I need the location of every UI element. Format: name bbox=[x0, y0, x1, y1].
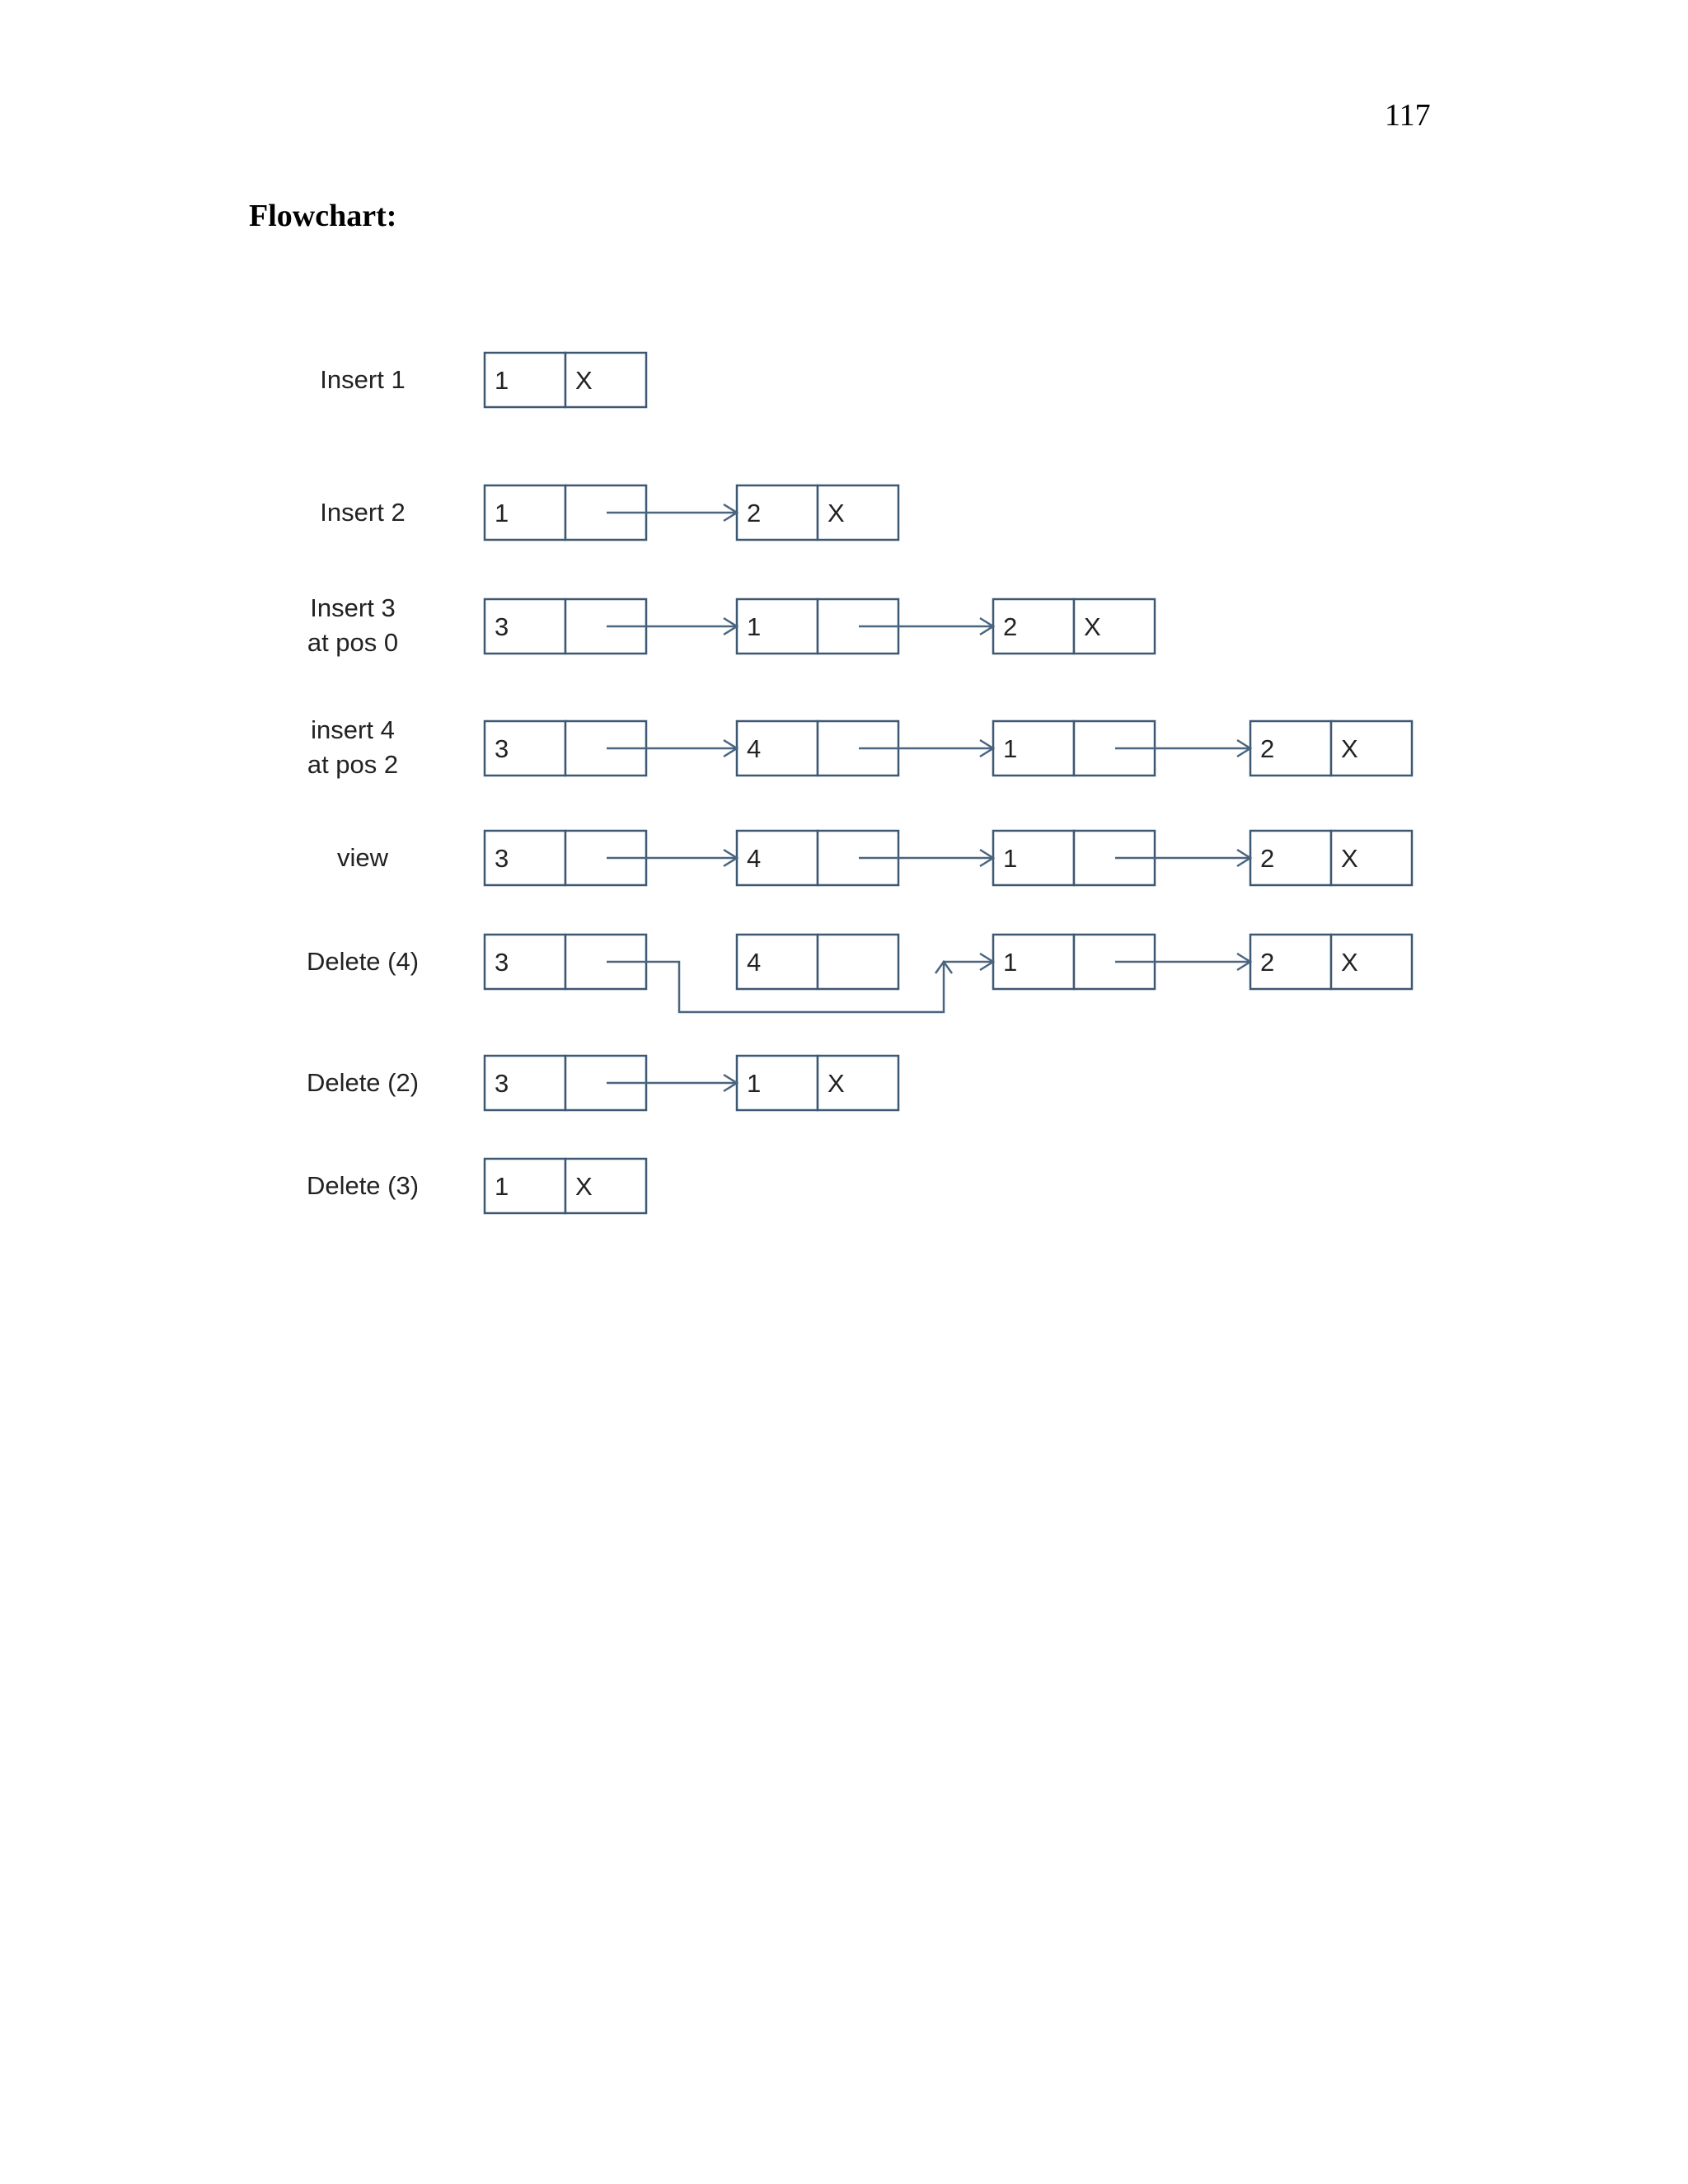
node-null-pointer: X bbox=[1341, 734, 1358, 763]
step-label: Insert 3 bbox=[310, 593, 396, 622]
node-value: 1 bbox=[1003, 734, 1018, 763]
node-null-pointer: X bbox=[828, 499, 845, 527]
node-null-pointer: X bbox=[1341, 844, 1358, 873]
node-value: 2 bbox=[1260, 734, 1275, 763]
node-value: 3 bbox=[495, 1069, 509, 1098]
step-label: Delete (3) bbox=[306, 1171, 420, 1200]
node-value: 3 bbox=[495, 948, 509, 977]
step-label: Insert 1 bbox=[320, 365, 406, 394]
node-value: 2 bbox=[1260, 948, 1275, 977]
node-value: 2 bbox=[1260, 844, 1275, 873]
node-value: 3 bbox=[495, 734, 509, 763]
node-value: 1 bbox=[495, 1172, 509, 1201]
node-value: 2 bbox=[1003, 612, 1018, 641]
node-null-pointer: X bbox=[828, 1069, 845, 1098]
node-null-pointer: X bbox=[1341, 948, 1358, 977]
node-value: 4 bbox=[747, 844, 762, 873]
step-label: Delete (4) bbox=[306, 947, 420, 976]
step-label: insert 4 bbox=[311, 715, 395, 744]
node-value: 1 bbox=[747, 1069, 762, 1098]
node-value: 3 bbox=[495, 612, 509, 641]
step-label: at pos 0 bbox=[307, 628, 399, 657]
step-label: at pos 2 bbox=[307, 750, 399, 779]
step-label: Delete (2) bbox=[306, 1068, 420, 1097]
node-value: 4 bbox=[747, 948, 762, 977]
node-null-pointer: X bbox=[1084, 612, 1101, 641]
node-null-pointer: X bbox=[575, 366, 593, 395]
section-heading: Flowchart: bbox=[249, 199, 397, 233]
step-label: view bbox=[336, 843, 389, 872]
node-value: 1 bbox=[1003, 948, 1018, 977]
node-value: 1 bbox=[747, 612, 762, 641]
node-value: 1 bbox=[495, 366, 509, 395]
node-value: 4 bbox=[747, 734, 762, 763]
node-value: 1 bbox=[1003, 844, 1018, 873]
node-null-pointer: X bbox=[575, 1172, 593, 1201]
page-number: 117 bbox=[1385, 98, 1431, 133]
node-value: 2 bbox=[747, 499, 762, 527]
node-value: 1 bbox=[495, 499, 509, 527]
node-pointer-cell bbox=[818, 935, 898, 989]
step-label: Insert 2 bbox=[320, 498, 406, 527]
node-value: 3 bbox=[495, 844, 509, 873]
